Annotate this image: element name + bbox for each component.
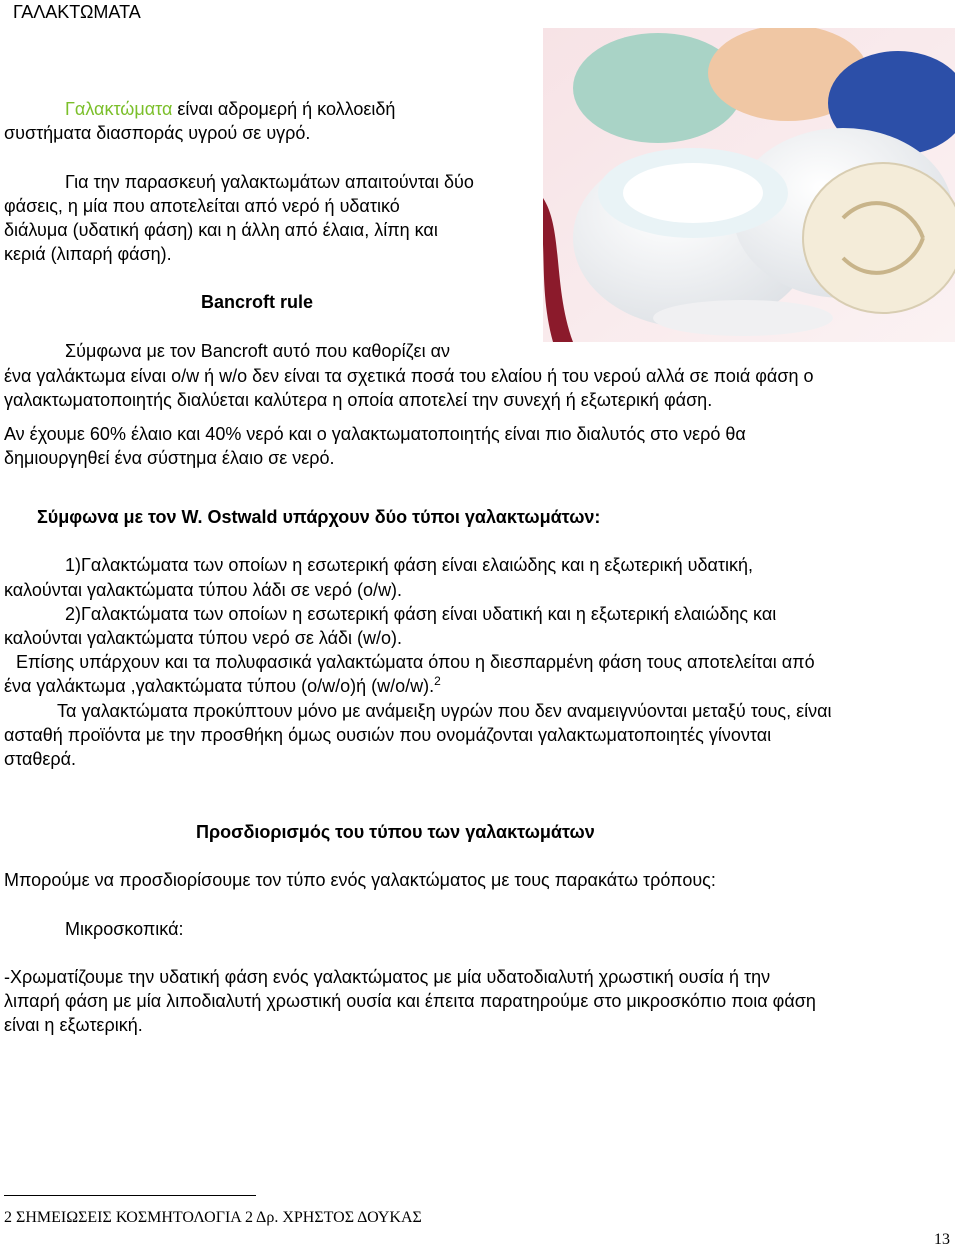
jar-base <box>653 300 833 336</box>
ostwald-item2-line-1: 2)Γαλακτώματα των οποίων η εσωτερική φάση είναι υδατική και η εξωτερική ελαιώδης και <box>65 604 777 624</box>
page-title: ΓΑΛΑΚΤΩΜΑΤΑ <box>13 2 141 22</box>
bancroft-line-5: δημιουργηθεί ένα σύστημα έλαιο σε νερό. <box>4 448 335 468</box>
footnote-ref: 2 <box>434 674 441 688</box>
cream-surface <box>623 163 763 223</box>
cream-jars-illustration <box>543 28 955 342</box>
jar-lid-logo <box>803 163 955 313</box>
ostwald-item2-line-2: καλούνται γαλακτώματα τύπου νερό σε λάδι (w/o). <box>4 628 403 648</box>
ostwald-multi-line-2 <box>4 674 441 698</box>
page-number: 13 <box>934 1231 950 1248</box>
method-label: Μικροσκοπικά: <box>65 919 184 939</box>
footnote-text: 2 ΣΗΜΕΙΩΣΕΙΣ ΚΟΣΜΗΤΟΛΟΓΙΑ 2 Δρ. ΧΡΗΣΤΟΣ ΔΟΥΚΑΣ <box>4 1209 422 1226</box>
intro-term: Γαλακτώματα <box>65 99 173 119</box>
ostwald-multi-line-2-text: ένα γαλάκτωμα ,γαλακτώματα τύπου (o/w/o)ή (w/o/w). <box>4 676 435 696</box>
phases-line-3: διάλυμα (υδατική φάση) και η άλλη από έλαια, λίπη και <box>4 220 438 240</box>
phases-line-2: φάσεις, η μία που αποτελείται από νερό ή υδατικό <box>4 196 400 216</box>
type-determination-intro: Μπορούμε να προσδιορίσουμε τον τύπο ενός γαλακτώματος με τους παρακάτω τρόπους: <box>4 870 716 890</box>
bancroft-line-2: ένα γαλάκτωμα είναι o/w ή w/o δεν είναι τα σχετικά ποσά του ελαίου ή του νερού αλλά σε ποιά φάση ο <box>4 366 814 386</box>
bancroft-line-4: Αν έχουμε 60% έλαιο και 40% νερό και ο γαλακτωματοποιητής είναι πιο διαλυτός στο νερό θα <box>4 424 746 444</box>
intro-line-2: συστήματα διασποράς υγρού σε υγρό. <box>4 123 311 143</box>
method-line-3: είναι η εξωτερική. <box>4 1015 143 1035</box>
ostwald-heading: Σύμφωνα με τον W. Ostwald υπάρχουν δύο τύποι γαλακτωμάτων: <box>37 507 601 527</box>
ostwald-item1-line-1: 1)Γαλακτώματα των οποίων η εσωτερική φάση είναι ελαιώδης και η εξωτερική υδατική, <box>65 555 754 575</box>
ostwald-mix-line-3: σταθερά. <box>4 749 77 769</box>
ostwald-mix-line-1: Τα γαλακτώματα προκύπτουν μόνο με ανάμειξη υγρών που δεν αναμειγνύονται μεταξύ τους, είναι <box>57 701 832 721</box>
intro-line-1 <box>65 97 395 121</box>
method-line-1: -Χρωματίζουμε την υδατική φάση ενός γαλακτώματος με μία υδατοδιαλυτή χρωστική ουσία ή την <box>4 967 771 987</box>
bancroft-heading: Bancroft rule <box>201 292 314 312</box>
ostwald-item1-line-2: καλούνται γαλακτώματα τύπου λάδι σε νερό (o/w). <box>4 580 403 600</box>
method-line-2: λιπαρή φάση με μία λιποδιαλυτή χρωστική ουσία και έπειτα παρατηρούμε στο μικροσκόπιο ποια φάση <box>4 991 816 1011</box>
footnote-divider <box>4 1195 256 1196</box>
ostwald-multi-line-1: Επίσης υπάρχουν και τα πολυφασικά γαλακτώματα όπου η διεσπαρμένη φάση τους αποτελείται από <box>16 652 815 672</box>
cream-jars-photo <box>543 28 955 342</box>
bancroft-line-3: γαλακτωματοποιητής διαλύεται καλύτερα η οποία αποτελεί την συνεχή ή εξωτερική φάση. <box>4 390 713 410</box>
phases-line-1: Για την παρασκευή γαλακτωμάτων απαιτούνται δύο <box>65 172 474 192</box>
phases-line-4: κεριά (λιπαρή φάση). <box>4 244 172 264</box>
ostwald-mix-line-2: ασταθή προϊόντα με την προσθήκη όμως ουσιών που ονομάζονται γαλακτωματοποιητές γίνονται <box>4 725 772 745</box>
intro-line-1-text: είναι αδρομερή ή κολλοειδή <box>172 99 396 119</box>
bancroft-line-1: Σύμφωνα με τον Bancroft αυτό που καθορίζει αν <box>65 341 450 361</box>
type-determination-heading: Προσδιορισμός του τύπου των γαλακτωμάτων <box>196 822 595 842</box>
